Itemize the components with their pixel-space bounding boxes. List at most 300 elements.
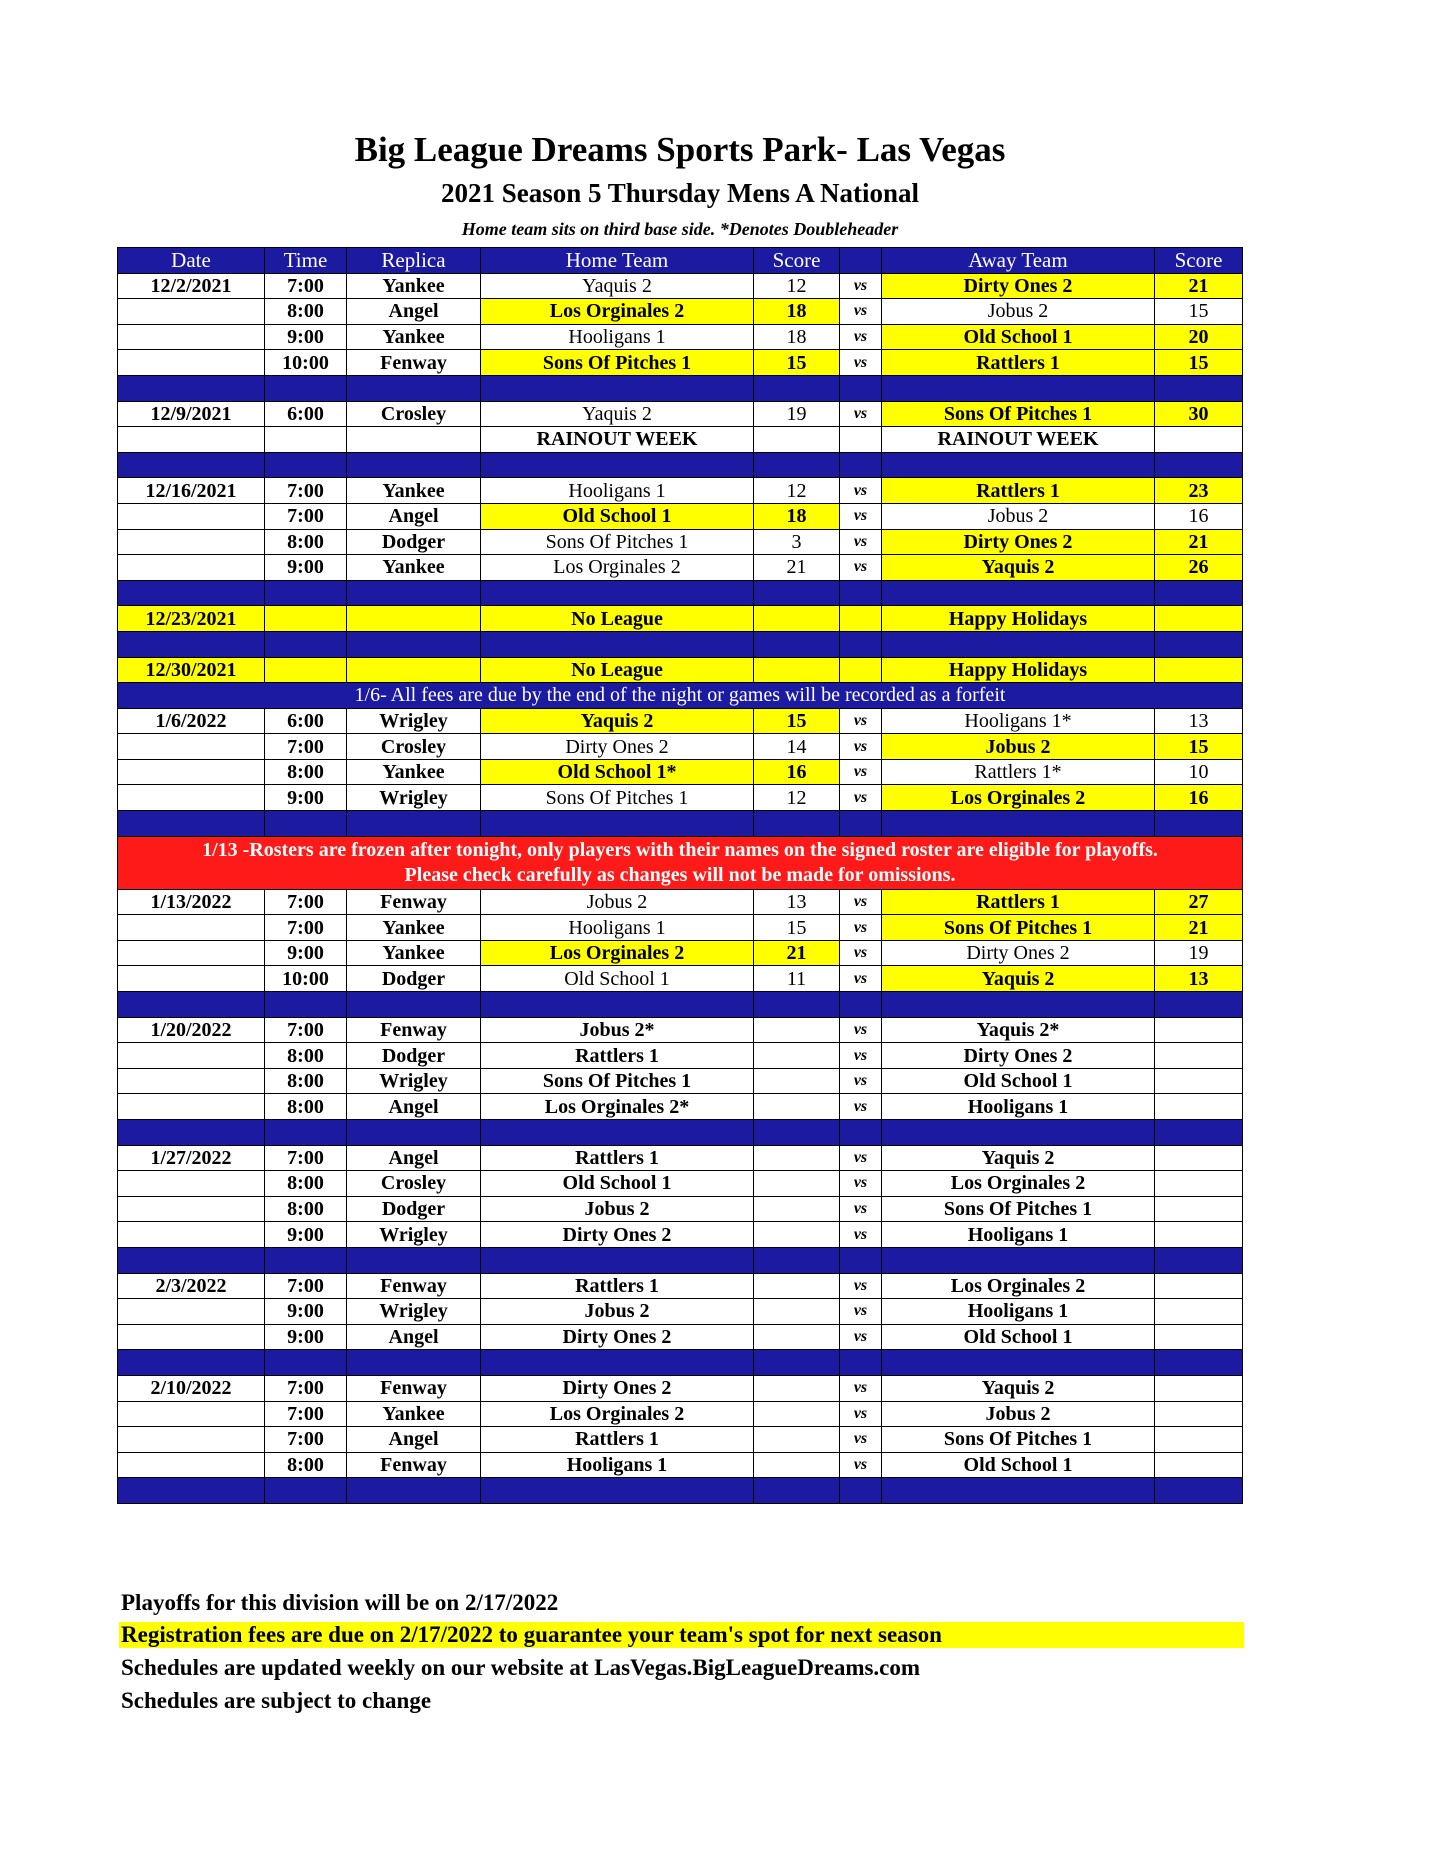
date-cell (118, 350, 265, 376)
separator-cell (754, 375, 840, 401)
time-cell: 8:00 (265, 1094, 347, 1120)
separator-cell (1155, 375, 1243, 401)
home-score-cell (754, 1068, 840, 1094)
home-score-cell: 3 (754, 529, 840, 555)
home-team-cell: Old School 1* (481, 759, 754, 785)
date-cell: 2/3/2022 (118, 1273, 265, 1299)
time-cell: 9:00 (265, 324, 347, 350)
home-team-cell: Dirty Ones 2 (481, 1375, 754, 1401)
home-score-cell: 14 (754, 734, 840, 760)
field-cell: Fenway (347, 350, 481, 376)
date-cell: 1/13/2022 (118, 889, 265, 915)
home-team-cell: Jobus 2 (481, 1196, 754, 1222)
separator-cell (347, 992, 481, 1018)
column-header-away-team: Away Team (882, 248, 1155, 274)
home-score-cell (754, 1427, 840, 1453)
date-cell (118, 1094, 265, 1120)
separator-row (118, 811, 1243, 837)
vs-cell (840, 427, 882, 453)
website-note: Schedules are updated weekly on our website at LasVegas.BigLeagueDreams.com (121, 1655, 921, 1680)
separator-cell (481, 375, 754, 401)
game-row (118, 427, 1243, 453)
time-cell: 7:00 (265, 889, 347, 915)
date-cell (118, 1196, 265, 1222)
time-cell: 7:00 (265, 1401, 347, 1427)
home-team-cell: Los Orginales 2 (481, 940, 754, 966)
home-score-cell: 12 (754, 785, 840, 811)
vs-cell: vs (840, 555, 882, 581)
field-cell (347, 657, 481, 683)
away-score-cell: 15 (1155, 734, 1243, 760)
home-score-cell: 19 (754, 401, 840, 427)
time-cell: 8:00 (265, 1043, 347, 1069)
game-row (118, 555, 1243, 581)
time-cell: 7:00 (265, 1375, 347, 1401)
field-cell: Crosley (347, 1171, 481, 1197)
date-cell (118, 529, 265, 555)
date-cell (118, 324, 265, 350)
time-cell: 9:00 (265, 1299, 347, 1325)
separator-cell (840, 992, 882, 1018)
home-team-cell: Yaquis 2 (481, 273, 754, 299)
separator-cell (347, 811, 481, 837)
away-team-cell: Old School 1 (882, 1324, 1155, 1350)
separator-row (118, 1478, 1243, 1504)
home-team-cell: RAINOUT WEEK (481, 427, 754, 453)
game-row (118, 889, 1243, 915)
separator-cell (347, 1120, 481, 1146)
vs-cell: vs (840, 759, 882, 785)
vs-cell: vs (840, 503, 882, 529)
away-score-cell (1155, 1273, 1243, 1299)
date-cell: 12/16/2021 (118, 478, 265, 504)
game-row (118, 1222, 1243, 1248)
home-score-cell: 18 (754, 503, 840, 529)
separator-cell (882, 811, 1155, 837)
away-team-cell: Jobus 2 (882, 1401, 1155, 1427)
home-score-cell (754, 1273, 840, 1299)
vs-cell: vs (840, 708, 882, 734)
vs-cell: vs (840, 785, 882, 811)
away-score-cell (1155, 1196, 1243, 1222)
time-cell: 10:00 (265, 966, 347, 992)
separator-cell (265, 1478, 347, 1504)
date-cell (118, 915, 265, 941)
date-cell: 1/20/2022 (118, 1017, 265, 1043)
vs-cell: vs (840, 529, 882, 555)
separator-cell (1155, 1120, 1243, 1146)
game-row (118, 299, 1243, 325)
date-cell: 1/6/2022 (118, 708, 265, 734)
vs-cell: vs (840, 324, 882, 350)
away-team-cell: Jobus 2 (882, 503, 1155, 529)
holiday-row (118, 606, 1243, 632)
date-cell (118, 785, 265, 811)
separator-cell (1155, 1247, 1243, 1273)
vs-cell (840, 657, 882, 683)
away-team-cell: RAINOUT WEEK (882, 427, 1155, 453)
table-header-row (118, 248, 1243, 274)
away-team-cell: Dirty Ones 2 (882, 1043, 1155, 1069)
away-team-cell: Jobus 2 (882, 734, 1155, 760)
away-team-cell: Sons Of Pitches 1 (882, 915, 1155, 941)
vs-cell: vs (840, 1094, 882, 1120)
separator-cell (118, 992, 265, 1018)
away-score-cell: 21 (1155, 915, 1243, 941)
date-cell: 12/23/2021 (118, 606, 265, 632)
field-cell: Angel (347, 1094, 481, 1120)
field-cell: Yankee (347, 273, 481, 299)
home-team-cell: Dirty Ones 2 (481, 734, 754, 760)
home-score-cell (754, 427, 840, 453)
field-cell: Yankee (347, 555, 481, 581)
field-cell: Angel (347, 1145, 481, 1171)
time-cell: 7:00 (265, 1145, 347, 1171)
separator-cell (265, 1247, 347, 1273)
away-team-cell: Happy Holidays (882, 657, 1155, 683)
vs-cell: vs (840, 1145, 882, 1171)
vs-cell: vs (840, 1068, 882, 1094)
separator-cell (265, 631, 347, 657)
game-row (118, 785, 1243, 811)
holiday-row (118, 657, 1243, 683)
separator-cell (754, 580, 840, 606)
game-row (118, 708, 1243, 734)
field-cell: Yankee (347, 478, 481, 504)
separator-row (118, 580, 1243, 606)
game-row (118, 1452, 1243, 1478)
home-team-cell: Jobus 2* (481, 1017, 754, 1043)
separator-cell (347, 580, 481, 606)
time-cell: 8:00 (265, 1068, 347, 1094)
home-score-cell (754, 1145, 840, 1171)
home-team-cell: Sons Of Pitches 1 (481, 350, 754, 376)
game-row (118, 1324, 1243, 1350)
column-header-date: Date (118, 248, 265, 274)
away-team-cell: Old School 1 (882, 1068, 1155, 1094)
away-score-cell: 26 (1155, 555, 1243, 581)
game-row (118, 759, 1243, 785)
separator-cell (1155, 811, 1243, 837)
separator-cell (882, 992, 1155, 1018)
field-cell: Yankee (347, 759, 481, 785)
separator-cell (840, 811, 882, 837)
home-team-cell: Old School 1 (481, 503, 754, 529)
vs-cell: vs (840, 478, 882, 504)
separator-cell (265, 1350, 347, 1376)
home-team-cell: Rattlers 1 (481, 1427, 754, 1453)
away-team-cell: Los Orginales 2 (882, 1273, 1155, 1299)
roster-alert-line: 1/13 -Rosters are frozen after tonight, only players with their names on the signed roster are eligible for playoffs. (202, 838, 1158, 861)
field-cell: Fenway (347, 1452, 481, 1478)
vs-cell: vs (840, 889, 882, 915)
field-cell: Yankee (347, 1401, 481, 1427)
vs-cell: vs (840, 915, 882, 941)
playoffs-note: Playoffs for this division will be on 2/17/2022 (121, 1590, 559, 1615)
time-cell: 7:00 (265, 503, 347, 529)
time-cell: 9:00 (265, 1222, 347, 1248)
vs-cell: vs (840, 401, 882, 427)
away-team-cell: Rattlers 1 (882, 889, 1155, 915)
away-team-cell: Los Orginales 2 (882, 785, 1155, 811)
date-cell (118, 555, 265, 581)
separator-cell (481, 1120, 754, 1146)
separator-row (118, 631, 1243, 657)
away-score-cell (1155, 1068, 1243, 1094)
separator-cell (754, 1120, 840, 1146)
vs-cell: vs (840, 1299, 882, 1325)
home-score-cell (754, 1401, 840, 1427)
game-row (118, 966, 1243, 992)
home-team-cell: Rattlers 1 (481, 1043, 754, 1069)
field-cell: Wrigley (347, 1068, 481, 1094)
separator-cell (1155, 1350, 1243, 1376)
away-score-cell: 16 (1155, 785, 1243, 811)
separator-cell (347, 631, 481, 657)
home-team-cell: Los Orginales 2 (481, 1401, 754, 1427)
time-cell: 7:00 (265, 478, 347, 504)
separator-cell (118, 1478, 265, 1504)
registration-note: Registration fees are due on 2/17/2022 to guarantee your team's spot for next season (119, 1622, 1244, 1648)
notice-row (118, 683, 1243, 709)
date-cell: 12/30/2021 (118, 657, 265, 683)
separator-cell (840, 631, 882, 657)
separator-cell (265, 811, 347, 837)
away-team-cell: Old School 1 (882, 1452, 1155, 1478)
date-cell: 1/27/2022 (118, 1145, 265, 1171)
time-cell: 10:00 (265, 350, 347, 376)
separator-cell (347, 375, 481, 401)
game-row (118, 1273, 1243, 1299)
separator-cell (481, 1247, 754, 1273)
time-cell: 9:00 (265, 555, 347, 581)
time-cell (265, 657, 347, 683)
separator-cell (118, 452, 265, 478)
time-cell: 6:00 (265, 401, 347, 427)
away-score-cell: 19 (1155, 940, 1243, 966)
column-header-home-team: Home Team (481, 248, 754, 274)
game-row (118, 915, 1243, 941)
away-score-cell (1155, 1017, 1243, 1043)
separator-cell (481, 992, 754, 1018)
date-cell (118, 734, 265, 760)
separator-row (118, 452, 1243, 478)
home-score-cell: 13 (754, 889, 840, 915)
separator-cell (481, 811, 754, 837)
vs-cell: vs (840, 734, 882, 760)
away-team-cell: Los Orginales 2 (882, 1171, 1155, 1197)
field-cell: Dodger (347, 1043, 481, 1069)
field-cell: Angel (347, 1427, 481, 1453)
home-score-cell: 18 (754, 299, 840, 325)
time-cell: 7:00 (265, 273, 347, 299)
date-cell (118, 427, 265, 453)
home-team-cell: Yaquis 2 (481, 708, 754, 734)
separator-cell (118, 1120, 265, 1146)
separator-cell (265, 452, 347, 478)
vs-cell: vs (840, 299, 882, 325)
away-score-cell: 30 (1155, 401, 1243, 427)
field-cell: Crosley (347, 734, 481, 760)
away-score-cell: 21 (1155, 529, 1243, 555)
field-cell: Crosley (347, 401, 481, 427)
time-cell: 7:00 (265, 915, 347, 941)
game-row (118, 940, 1243, 966)
field-cell: Dodger (347, 529, 481, 555)
away-team-cell: Happy Holidays (882, 606, 1155, 632)
field-cell: Fenway (347, 889, 481, 915)
separator-cell (118, 580, 265, 606)
separator-row (118, 1350, 1243, 1376)
field-cell: Fenway (347, 1273, 481, 1299)
game-row (118, 401, 1243, 427)
vs-cell: vs (840, 1171, 882, 1197)
vs-cell: vs (840, 966, 882, 992)
time-cell: 9:00 (265, 940, 347, 966)
home-score-cell: 21 (754, 555, 840, 581)
separator-cell (118, 811, 265, 837)
game-row (118, 1017, 1243, 1043)
game-row (118, 1401, 1243, 1427)
home-team-cell: Sons Of Pitches 1 (481, 1068, 754, 1094)
vs-cell: vs (840, 1017, 882, 1043)
away-team-cell: Hooligans 1 (882, 1299, 1155, 1325)
away-team-cell: Hooligans 1* (882, 708, 1155, 734)
separator-cell (754, 1478, 840, 1504)
home-team-cell: Sons Of Pitches 1 (481, 529, 754, 555)
home-score-cell (754, 1043, 840, 1069)
away-score-cell (1155, 1427, 1243, 1453)
vs-cell: vs (840, 1222, 882, 1248)
separator-cell (1155, 452, 1243, 478)
away-score-cell (1155, 1145, 1243, 1171)
away-score-cell (1155, 1171, 1243, 1197)
separator-row (118, 1247, 1243, 1273)
away-score-cell: 10 (1155, 759, 1243, 785)
vs-cell: vs (840, 1452, 882, 1478)
away-score-cell (1155, 1375, 1243, 1401)
time-cell: 8:00 (265, 759, 347, 785)
separator-cell (882, 375, 1155, 401)
separator-cell (347, 452, 481, 478)
separator-cell (265, 992, 347, 1018)
away-team-cell: Dirty Ones 2 (882, 940, 1155, 966)
roster-alert-row (118, 836, 1243, 889)
time-cell: 8:00 (265, 1171, 347, 1197)
away-score-cell (1155, 1299, 1243, 1325)
separator-cell (882, 1247, 1155, 1273)
separator-cell (1155, 1478, 1243, 1504)
date-cell (118, 1401, 265, 1427)
away-score-cell (1155, 1222, 1243, 1248)
vs-cell: vs (840, 1273, 882, 1299)
page-title: Big League Dreams Sports Park- Las Vegas (354, 130, 1006, 169)
date-cell (118, 1171, 265, 1197)
column-header-away-score: Score (1155, 248, 1243, 274)
field-cell: Fenway (347, 1375, 481, 1401)
schedule-note: Home team sits on third base side. *Denotes Doubleheader (461, 219, 899, 239)
field-cell: Yankee (347, 915, 481, 941)
time-cell: 7:00 (265, 1427, 347, 1453)
home-score-cell: 15 (754, 915, 840, 941)
game-row (118, 1375, 1243, 1401)
away-team-cell: Yaquis 2 (882, 555, 1155, 581)
date-cell (118, 1427, 265, 1453)
separator-cell (754, 992, 840, 1018)
game-row (118, 1043, 1243, 1069)
separator-cell (754, 452, 840, 478)
date-cell (118, 759, 265, 785)
separator-cell (882, 580, 1155, 606)
home-team-cell: Dirty Ones 2 (481, 1324, 754, 1350)
away-score-cell (1155, 1043, 1243, 1069)
separator-cell (882, 1120, 1155, 1146)
away-team-cell: Old School 1 (882, 324, 1155, 350)
separator-cell (118, 1350, 265, 1376)
time-cell: 7:00 (265, 1273, 347, 1299)
game-row (118, 350, 1243, 376)
field-cell (347, 606, 481, 632)
separator-cell (118, 631, 265, 657)
home-team-cell: Jobus 2 (481, 889, 754, 915)
column-header-time: Time (265, 248, 347, 274)
away-score-cell: 13 (1155, 708, 1243, 734)
away-team-cell: Yaquis 2* (882, 1017, 1155, 1043)
home-score-cell: 12 (754, 273, 840, 299)
date-cell (118, 503, 265, 529)
separator-cell (265, 1120, 347, 1146)
date-cell: 12/2/2021 (118, 273, 265, 299)
away-team-cell: Jobus 2 (882, 299, 1155, 325)
home-score-cell (754, 657, 840, 683)
away-score-cell (1155, 1452, 1243, 1478)
home-team-cell: Los Orginales 2 (481, 299, 754, 325)
separator-cell (1155, 580, 1243, 606)
field-cell: Wrigley (347, 1222, 481, 1248)
date-cell (118, 1324, 265, 1350)
date-cell: 12/9/2021 (118, 401, 265, 427)
separator-cell (118, 1247, 265, 1273)
time-cell: 7:00 (265, 734, 347, 760)
time-cell: 6:00 (265, 708, 347, 734)
separator-cell (882, 452, 1155, 478)
separator-row (118, 375, 1243, 401)
date-cell (118, 299, 265, 325)
separator-cell (481, 452, 754, 478)
separator-cell (840, 375, 882, 401)
separator-cell (754, 1350, 840, 1376)
separator-cell (840, 1247, 882, 1273)
field-cell: Wrigley (347, 708, 481, 734)
separator-cell (481, 631, 754, 657)
field-cell: Yankee (347, 940, 481, 966)
home-team-cell: Dirty Ones 2 (481, 1222, 754, 1248)
time-cell (265, 606, 347, 632)
away-team-cell: Hooligans 1 (882, 1222, 1155, 1248)
home-score-cell (754, 1375, 840, 1401)
game-row (118, 1427, 1243, 1453)
separator-row (118, 992, 1243, 1018)
home-team-cell: Los Orginales 2 (481, 555, 754, 581)
game-row (118, 324, 1243, 350)
field-cell: Yankee (347, 324, 481, 350)
home-score-cell (754, 1094, 840, 1120)
game-row (118, 503, 1243, 529)
away-score-cell: 16 (1155, 503, 1243, 529)
away-score-cell: 15 (1155, 350, 1243, 376)
separator-cell (840, 580, 882, 606)
vs-cell: vs (840, 273, 882, 299)
